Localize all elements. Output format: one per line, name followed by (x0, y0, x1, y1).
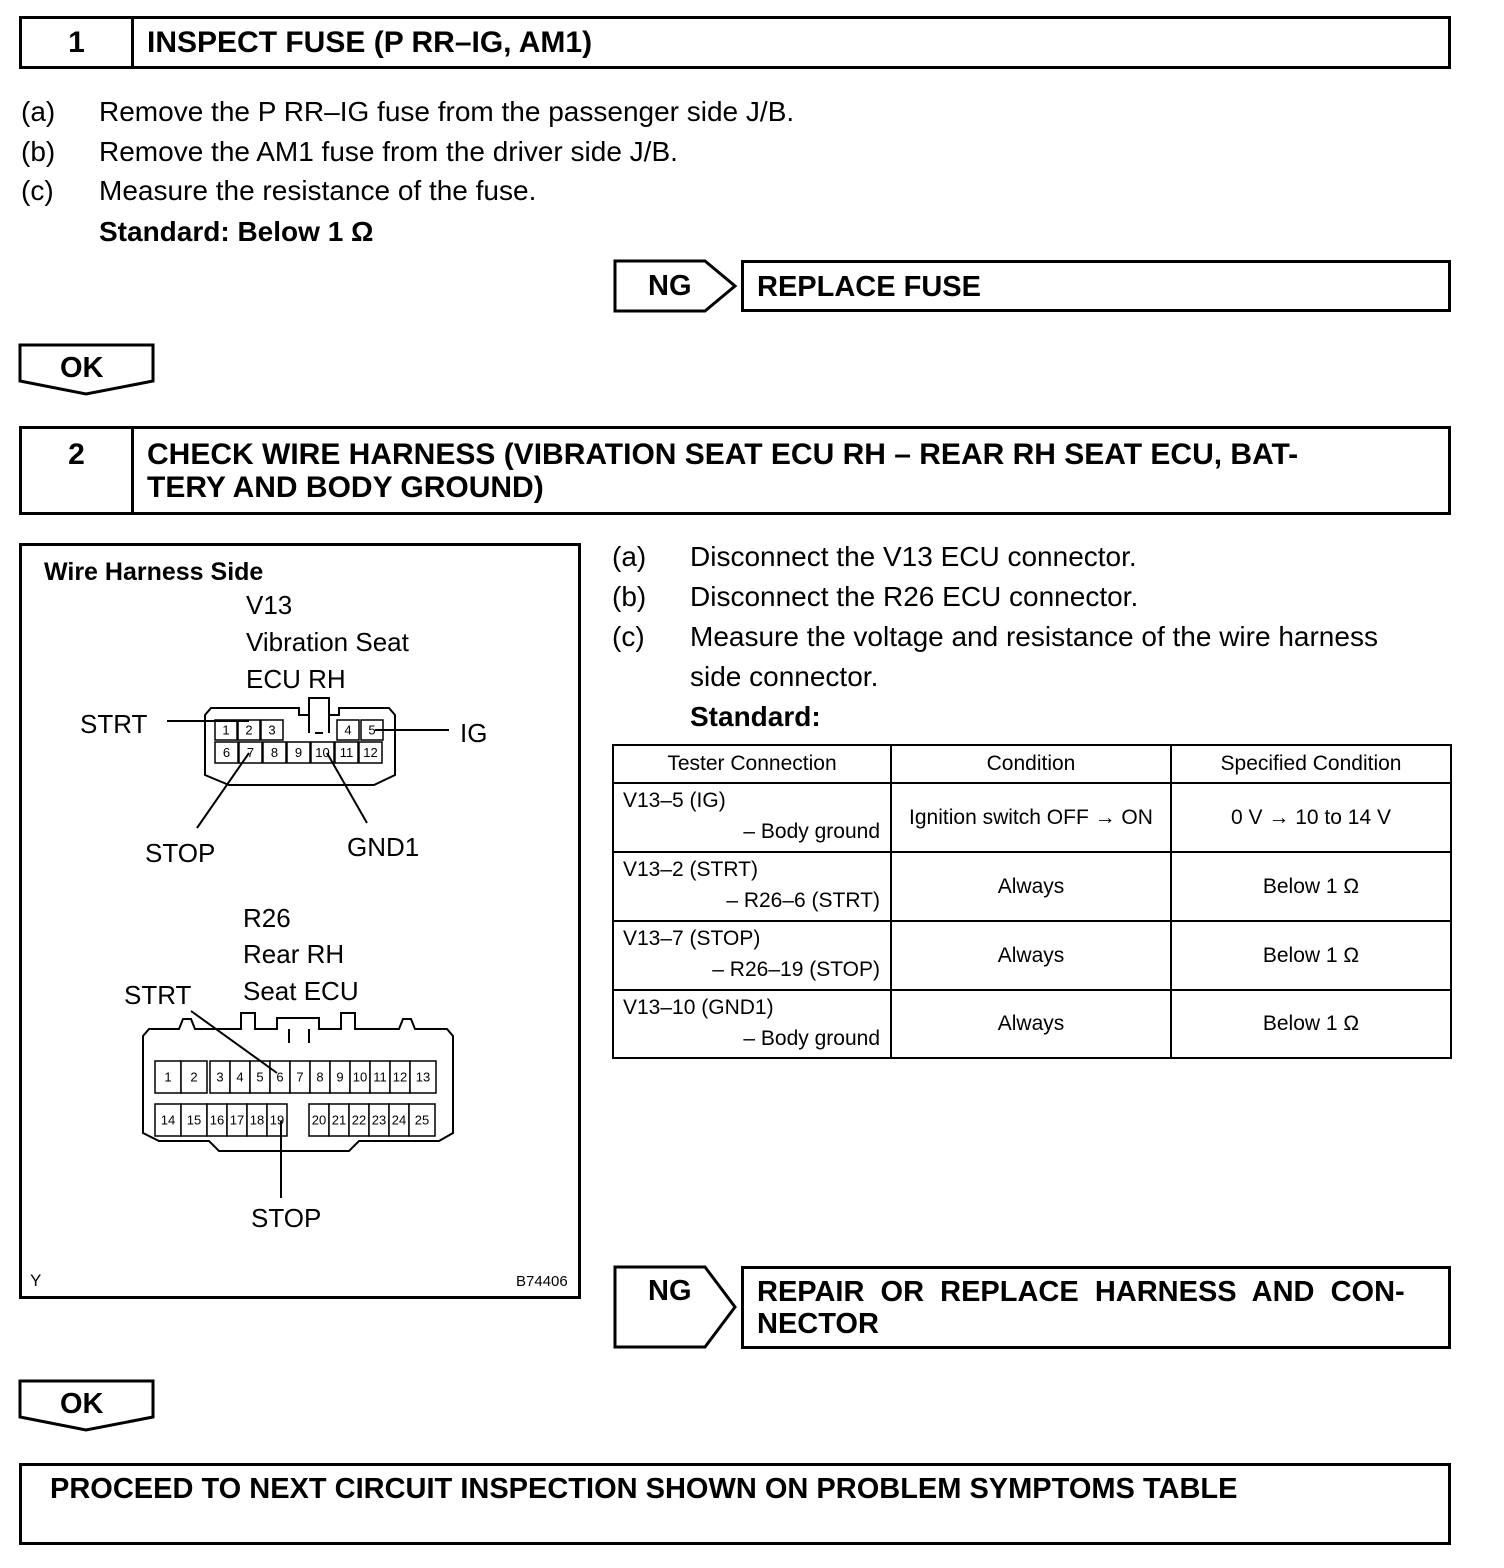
step1-number: 1 (68, 26, 85, 59)
step2-instruction-c-text: Measure the voltage and resistance of the wire harness (690, 621, 1378, 652)
spec-table-header (613, 745, 1451, 783)
v13-pin-3-label: 3 (268, 722, 276, 738)
row4-condition: Always (891, 990, 1171, 1058)
row2-conn1: V13–2 (STRT) (623, 858, 758, 881)
v13-pin-6-label: 6 (222, 745, 231, 761)
step2-instruction-a-text: Disconnect the V13 ECU connector. (690, 541, 1137, 572)
r26-pin-9-label: 9 (336, 1069, 344, 1085)
step1-header (19, 16, 1451, 69)
row1-connection (613, 783, 891, 852)
row2-spec: Below 1 Ω (1171, 852, 1451, 921)
r26-pin-21-label: 21 (331, 1112, 347, 1128)
step2-divider (131, 429, 134, 512)
r26-pin-4-label: 4 (236, 1069, 244, 1085)
r26-pin-24-label: 24 (391, 1112, 407, 1128)
r26-pin-16-label: 16 (209, 1112, 225, 1128)
r26-pin-8-label: 8 (316, 1069, 324, 1085)
step2-number: 2 (68, 438, 85, 471)
row2-condition: Always (891, 852, 1171, 921)
step2-title-line1: CHECK WIRE HARNESS (VIBRATION SEAT ECU RH – REAR RH SEAT ECU, BAT- (147, 438, 1299, 471)
step1-standard: Standard: Below 1 Ω (99, 216, 374, 247)
step1-ok-label: OK (60, 352, 104, 384)
connector-drawings (19, 543, 581, 1299)
step2-ng-action-line2: NECTOR (757, 1308, 879, 1340)
r26-pin-14-label: 14 (160, 1112, 176, 1128)
row3-conn2: – R26–19 (STOP) (712, 958, 880, 981)
step1-title: INSPECT FUSE (P RR–IG, AM1) (147, 26, 593, 59)
r26-pin-19-label: 19 (269, 1112, 285, 1128)
table-row (613, 783, 1451, 852)
row4-spec: Below 1 Ω (1171, 990, 1451, 1058)
diagram-corner-right: B74406 (516, 1273, 568, 1290)
table-row (613, 921, 1451, 990)
step1-ng-action: REPLACE FUSE (757, 271, 981, 303)
r26-stop-label: STOP (251, 1203, 322, 1233)
table-row (613, 990, 1451, 1058)
row1-condition: Ignition switch OFF → ON (891, 783, 1171, 852)
spec-table (612, 744, 1452, 1059)
r26-pin-10-label: 10 (352, 1069, 368, 1085)
r26-pin-5-label: 5 (256, 1069, 264, 1085)
header-tester-connection: Tester Connection (613, 745, 891, 783)
diagram-heading: Wire Harness Side (44, 558, 264, 586)
v13-ig-label: IG (460, 718, 488, 748)
v13-label-line2: Vibration Seat (246, 627, 409, 657)
r26-pin-18-label: 18 (249, 1112, 265, 1128)
step2-instruction-b-text: Disconnect the R26 ECU connector. (690, 581, 1139, 612)
step1-ng-label: NG (648, 270, 692, 302)
row1-conn1: V13–5 (IG) (623, 789, 726, 812)
step2-header (19, 426, 1451, 515)
final-instruction-box (19, 1463, 1451, 1545)
r26-pin-23-label: 23 (371, 1112, 387, 1128)
row4-conn1: V13–10 (GND1) (623, 996, 774, 1019)
v13-pin-11-label: 11 (339, 745, 354, 761)
row1-conn2: – Body ground (743, 820, 880, 843)
r26-pin-12-label: 12 (392, 1069, 408, 1085)
r26-pin-22-label: 22 (351, 1112, 367, 1128)
row4-conn2: – Body ground (743, 1027, 880, 1050)
v13-pin-4-label: 4 (344, 722, 352, 738)
r26-pin-6-label: 6 (276, 1069, 284, 1085)
row3-spec: Below 1 Ω (1171, 921, 1451, 990)
v13-pin-5-label: 5 (368, 722, 376, 738)
step2-ng-action-box (741, 1266, 1451, 1349)
row2-conn2: – R26–6 (STRT) (726, 889, 880, 912)
header-condition: Condition (891, 745, 1171, 783)
v13-pin-1-label: 1 (222, 722, 230, 738)
step2-title-line2: TERY AND BODY GROUND) (147, 471, 544, 504)
r26-pin-3-label: 3 (216, 1069, 224, 1085)
step1-instruction-c-text: Measure the resistance of the fuse. (99, 175, 537, 206)
step1-instruction-a-text: Remove the P RR–IG fuse from the passenger side J/B. (99, 96, 795, 127)
header-specified-condition: Specified Condition (1171, 745, 1451, 783)
row3-condition: Always (891, 921, 1171, 990)
step1-instruction-c-label: (c) (21, 175, 54, 206)
v13-pin-9-label: 9 (294, 745, 303, 761)
r26-strt-label: STRT (124, 980, 192, 1010)
v13-pin-10-label: 10 (315, 745, 330, 761)
r26-pin-7-label: 7 (296, 1069, 304, 1085)
step2-instruction-a-label: (a) (612, 541, 647, 572)
v13-label-line1: V13 (246, 590, 293, 620)
r26-label-line2: Rear RH (243, 939, 345, 969)
step1-instruction-b-label: (b) (21, 136, 56, 167)
row1-spec: 0 V → 10 to 14 V (1171, 783, 1451, 852)
step2-instruction-c-continued: side connector. (690, 661, 879, 692)
row4-connection (613, 990, 891, 1058)
v13-stop-label: STOP (145, 838, 216, 868)
r26-pin-25-label: 25 (414, 1112, 430, 1128)
step1-instruction-a-label: (a) (21, 96, 56, 127)
diagram-corner-left: Y (30, 1271, 42, 1290)
step2-ok-label: OK (60, 1388, 104, 1420)
r26-pin-2-label: 2 (190, 1069, 198, 1085)
v13-strt-label: STRT (80, 709, 148, 739)
v13-label-line3: ECU RH (246, 664, 346, 694)
row3-conn1: V13–7 (STOP) (623, 927, 761, 950)
step2-instruction-c-label: (c) (612, 621, 645, 652)
step1-divider (131, 19, 134, 66)
r26-label-line1: R26 (243, 903, 291, 933)
row3-connection (613, 921, 891, 990)
r26-pin-15-label: 15 (186, 1112, 202, 1128)
v13-pin-8-label: 8 (270, 745, 279, 761)
r26-pin-17-label: 17 (229, 1112, 245, 1128)
r26-pin-11-label: 11 (373, 1069, 387, 1085)
r26-label-line3: Seat ECU (243, 976, 359, 1006)
step2-instruction-b-label: (b) (612, 581, 647, 612)
step2-standard: Standard: (690, 701, 821, 732)
step2-ng-label: NG (648, 1275, 692, 1307)
v13-gnd1-label: GND1 (347, 832, 420, 862)
final-instruction-text: PROCEED TO NEXT CIRCUIT INSPECTION SHOWN ON PROBLEM SYMPTOMS TABLE (50, 1473, 1238, 1505)
v13-pin-7-label: 7 (246, 745, 255, 761)
table-row (613, 852, 1451, 921)
r26-pin-1-label: 1 (164, 1069, 172, 1085)
r26-pin-13-label: 13 (415, 1069, 431, 1085)
row2-connection (613, 852, 891, 921)
step1-ng-action-box (741, 260, 1451, 312)
v13-pin-2-label: 2 (245, 722, 253, 738)
r26-pin-20-label: 20 (311, 1112, 327, 1128)
step2-ng-action-line1: REPAIR OR REPLACE HARNESS AND CON- (757, 1276, 1405, 1308)
v13-pin-12-label: 12 (363, 745, 378, 761)
step1-instruction-b-text: Remove the AM1 fuse from the driver side J/B. (99, 136, 678, 167)
